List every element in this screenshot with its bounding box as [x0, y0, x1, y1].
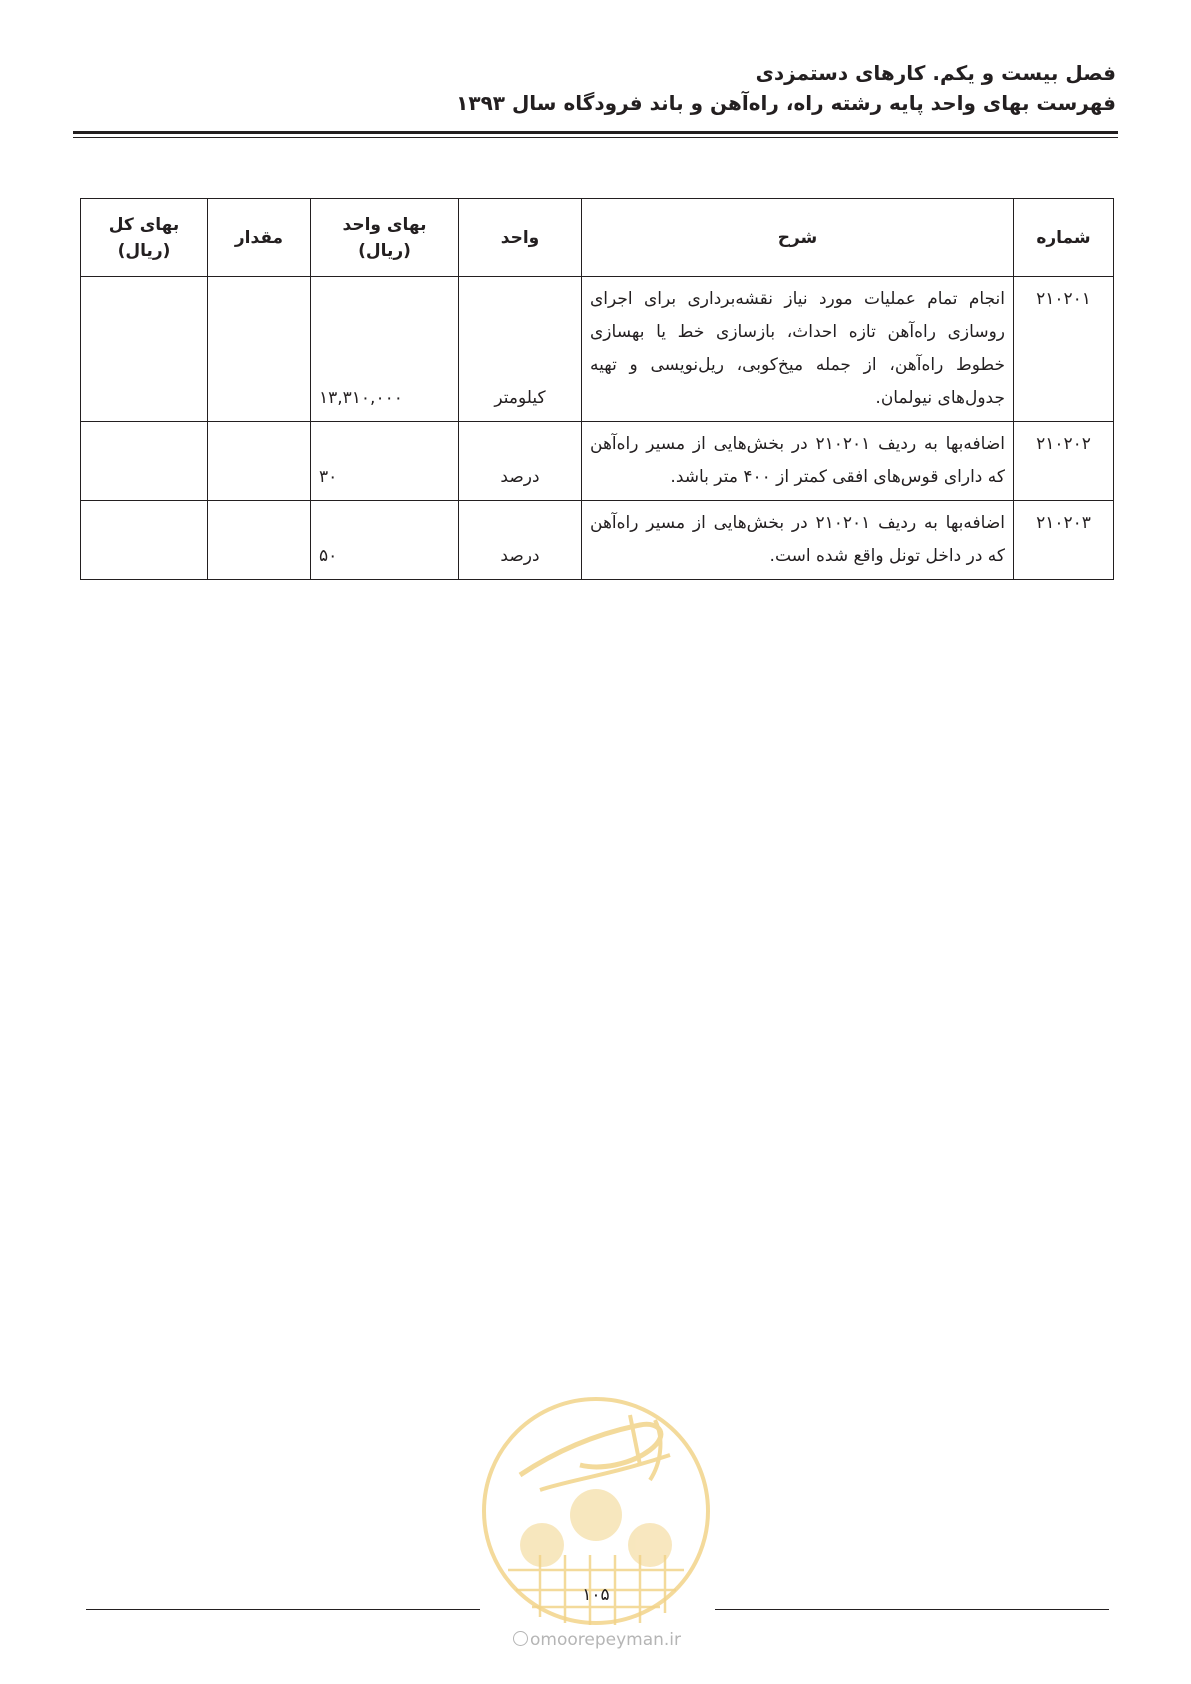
row-number: ۲۱۰۲۰۲	[1014, 422, 1114, 501]
header-rule-thick	[73, 131, 1118, 134]
row-description: اضافه‌بها به ردیف ۲۱۰۲۰۱ در بخش‌هایی از مسیر راه‌آهن که دارای قوس‌های افقی کمتر از ۴۰۰ متر باشد.	[582, 422, 1014, 501]
header-description: شرح	[582, 199, 1014, 277]
page-header	[71, 58, 1116, 118]
table-row	[81, 277, 1114, 422]
row-unit-price: ۳۰	[311, 422, 459, 501]
price-list-title: فهرست بهای واحد پایه رشته راه، راه‌آهن و باند فرودگاه سال ۱۳۹۳	[456, 91, 1116, 115]
website-footer	[492, 1630, 702, 1650]
row-number: ۲۱۰۲۰۳	[1014, 501, 1114, 580]
header-number: شماره	[1014, 199, 1114, 277]
row-total-price	[81, 277, 208, 422]
header-unit: واحد	[459, 199, 582, 277]
row-unit-price: ۱۳,۳۱۰,۰۰۰	[311, 277, 459, 422]
header-total-price	[81, 199, 208, 277]
row-quantity	[208, 277, 311, 422]
table-header-row	[81, 199, 1114, 277]
table-row	[81, 422, 1114, 501]
row-unit: درصد	[459, 501, 582, 580]
header-quantity: مقدار	[208, 199, 311, 277]
footer-rule-right	[715, 1609, 1109, 1610]
table-row	[81, 501, 1114, 580]
row-unit: کیلومتر	[459, 277, 582, 422]
website-text: omoorepeyman.ir	[529, 1630, 682, 1650]
page-number: ۱۰۵	[582, 1585, 610, 1605]
row-quantity	[208, 501, 311, 580]
header-total-price-line2: (ریال)	[117, 240, 171, 261]
header-rule-thin	[73, 137, 1118, 138]
globe-icon	[513, 1631, 528, 1646]
row-total-price	[81, 501, 208, 580]
footer-rule-left	[86, 1609, 480, 1610]
row-quantity	[208, 422, 311, 501]
chapter-title: فصل بیست و یکم. کارهای دستمزدی	[755, 61, 1116, 85]
row-unit: درصد	[459, 422, 582, 501]
row-number: ۲۱۰۲۰۱	[1014, 277, 1114, 422]
header-total-price-line1: بهای کل	[108, 214, 180, 235]
row-total-price	[81, 422, 208, 501]
row-description: اضافه‌بها به ردیف ۲۱۰۲۰۱ در بخش‌هایی از مسیر راه‌آهن که در داخل تونل واقع شده است.	[582, 501, 1014, 580]
price-table	[80, 198, 1114, 580]
row-unit-price: ۵۰	[311, 501, 459, 580]
header-unit-price: بهای واحد (ریال)	[311, 199, 459, 277]
row-description: انجام تمام عملیات مورد نیاز نقشه‌برداری برای اجرای روسازی راه‌آهن تازه احداث، بازسازی خط یا بهسازی خطوط راه‌آهن، از جمله میخ‌کوبی، ریل‌نویسی و تهیه جدول‌های نیولمان.	[582, 277, 1014, 422]
